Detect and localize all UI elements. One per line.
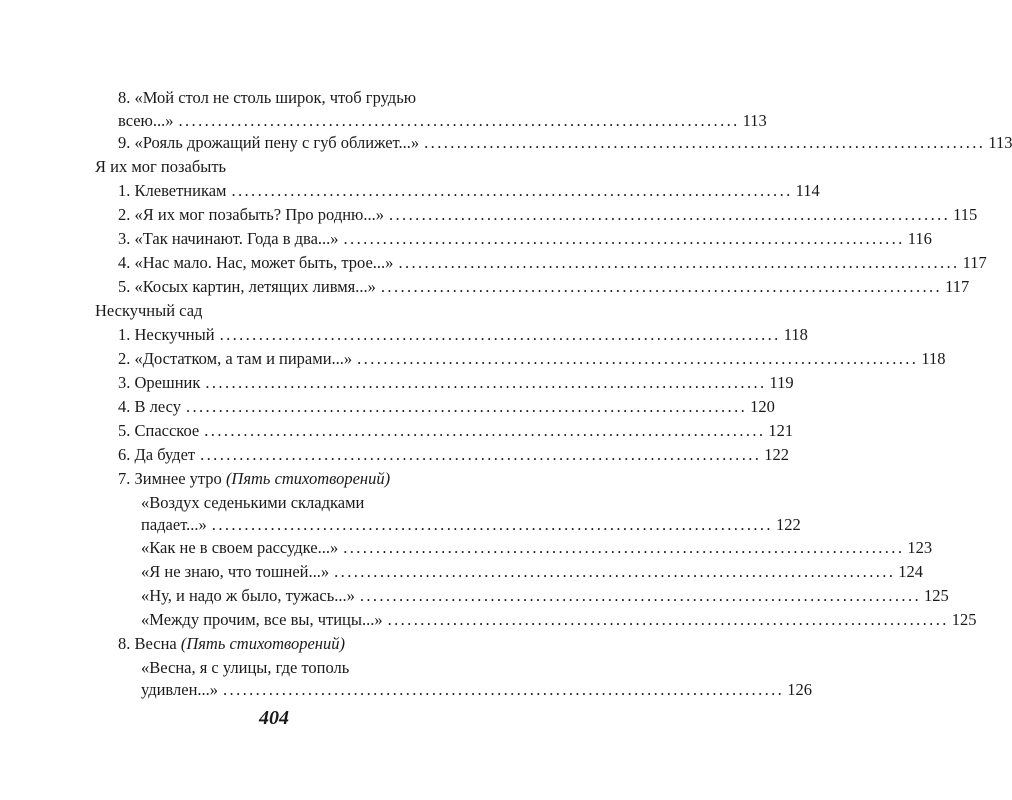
- toc-entry: [118, 253, 987, 273]
- toc-entry: [118, 277, 970, 297]
- toc-entry-label: 4. «Нас мало. Нас, может быть, трое...»: [118, 253, 394, 272]
- toc-entry-label: 1. Нескучный: [118, 325, 215, 344]
- toc-entry-page: 117: [962, 253, 987, 272]
- dot-leader: ......................................................................................: [178, 111, 740, 130]
- page-number: 404: [259, 707, 289, 729]
- toc-entry-page: 113: [742, 111, 767, 130]
- toc-entry-page: 114: [795, 181, 820, 200]
- dot-leader: ......................................................................................: [219, 325, 781, 344]
- toc-entry-label: 4. В лесу: [118, 397, 181, 416]
- toc-entry-label: 9. «Рояль дрожащий пену с губ оближет...»: [118, 133, 420, 152]
- dot-leader: ......................................................................................: [185, 397, 748, 416]
- toc-entry-first-line: «Воздух седенькими складками: [141, 493, 365, 512]
- toc-entry: [141, 538, 933, 558]
- toc-entry: [141, 562, 924, 582]
- toc-entry-label: 1. Клеветникам: [118, 181, 227, 200]
- section-heading: Я их мог позабыть: [95, 157, 227, 176]
- subsection-title: 7. Зимнее утро: [118, 469, 222, 488]
- toc-entry-label: «Между прочим, все вы, чтицы...»: [141, 610, 383, 629]
- section-heading: Нескучный сад: [95, 301, 203, 320]
- toc-entry-page: 121: [768, 421, 794, 440]
- subsection-heading: [118, 469, 390, 489]
- toc-entry-label: 3. «Так начинают. Года в два...»: [118, 229, 339, 248]
- toc-entry-label: «Ну, и надо ж было, тужась...»: [141, 586, 355, 605]
- toc-entry-label: 6. Да будет: [118, 445, 196, 464]
- toc-entry: [118, 349, 946, 369]
- dot-leader: ......................................................................................: [205, 373, 767, 392]
- toc-entry: [118, 421, 794, 441]
- subsection-note: (Пять стихотворений): [180, 634, 345, 653]
- toc-entry: [118, 373, 794, 393]
- dot-leader: ......................................................................................: [200, 445, 762, 464]
- toc-entry-page: 118: [921, 349, 946, 368]
- dot-leader: ......................................................................................: [343, 229, 905, 248]
- subsection-heading: [118, 634, 345, 654]
- toc-entry-label: «Как не в своем рассудке...»: [141, 538, 339, 557]
- toc-entry-page: 119: [769, 373, 794, 392]
- toc-entry-page: 125: [951, 610, 977, 629]
- dot-leader: ......................................................................................: [387, 610, 949, 629]
- dot-leader: ......................................................................................: [359, 586, 922, 605]
- toc-entry-page: 122: [764, 445, 790, 464]
- toc-entry: [118, 88, 767, 131]
- dot-leader: ......................................................................................: [204, 421, 766, 440]
- toc-entry: [118, 133, 1012, 153]
- toc-entry: [118, 229, 932, 249]
- toc-entry-page: 123: [907, 538, 933, 557]
- toc-entry: [118, 325, 808, 345]
- subsection-title: 8. Весна: [118, 634, 177, 653]
- toc-entry-first-line: «Весна, я с улицы, где тополь: [141, 658, 350, 677]
- toc-entry-page: 126: [787, 680, 812, 699]
- toc-entry-label: «Я не знаю, что тошней...»: [141, 562, 330, 581]
- toc-entry: [118, 181, 820, 201]
- toc-entry: [141, 493, 801, 535]
- subsection-note: (Пять стихотворений): [225, 469, 391, 488]
- toc-entry-label: 2. «Я их мог позабыть? Про родню...»: [118, 205, 384, 224]
- toc-entry-label: 2. «Достатком, а там и пирами...»: [118, 349, 353, 368]
- toc-entry-page: 115: [953, 205, 978, 224]
- toc-entry-label: всею...»: [118, 111, 174, 130]
- dot-leader: ......................................................................................: [380, 277, 943, 296]
- toc-entry-page: 116: [907, 229, 932, 248]
- toc-entry-page: 122: [775, 515, 801, 534]
- toc-entry: [141, 610, 977, 630]
- toc-entry-page: 125: [924, 586, 949, 605]
- dot-leader: ......................................................................................: [223, 680, 785, 699]
- toc-entry-page: 124: [898, 562, 924, 581]
- toc-entry-label: падает...»: [141, 515, 207, 534]
- toc-entry-page: 117: [945, 277, 970, 296]
- toc-entry: [118, 397, 775, 417]
- dot-leader: ......................................................................................: [211, 515, 773, 534]
- toc-entry-label: 3. Орешник: [118, 373, 201, 392]
- toc-entry-label: 5. «Косых картин, летящих ливмя...»: [118, 277, 376, 296]
- toc-entry-page: 118: [783, 325, 808, 344]
- toc-entry-page: 120: [750, 397, 775, 416]
- dot-leader: ......................................................................................: [398, 253, 960, 272]
- toc-entry-label: удивлен...»: [141, 680, 219, 699]
- toc-entry: [118, 205, 978, 225]
- toc-entry: [141, 586, 949, 606]
- toc-entry-first-line: 8. «Мой стол не столь широк, чтоб грудью: [118, 88, 417, 107]
- dot-leader: ......................................................................................: [357, 349, 919, 368]
- dot-leader: ......................................................................................: [334, 562, 896, 581]
- toc-entry-label: 5. Спасское: [118, 421, 200, 440]
- toc-entry-page: 113: [988, 133, 1012, 152]
- dot-leader: ......................................................................................: [343, 538, 905, 557]
- toc-entry: [141, 658, 812, 700]
- dot-leader: ......................................................................................: [424, 133, 986, 152]
- toc-entry: [118, 445, 790, 465]
- dot-leader: ......................................................................................: [389, 205, 951, 224]
- dot-leader: ......................................................................................: [231, 181, 793, 200]
